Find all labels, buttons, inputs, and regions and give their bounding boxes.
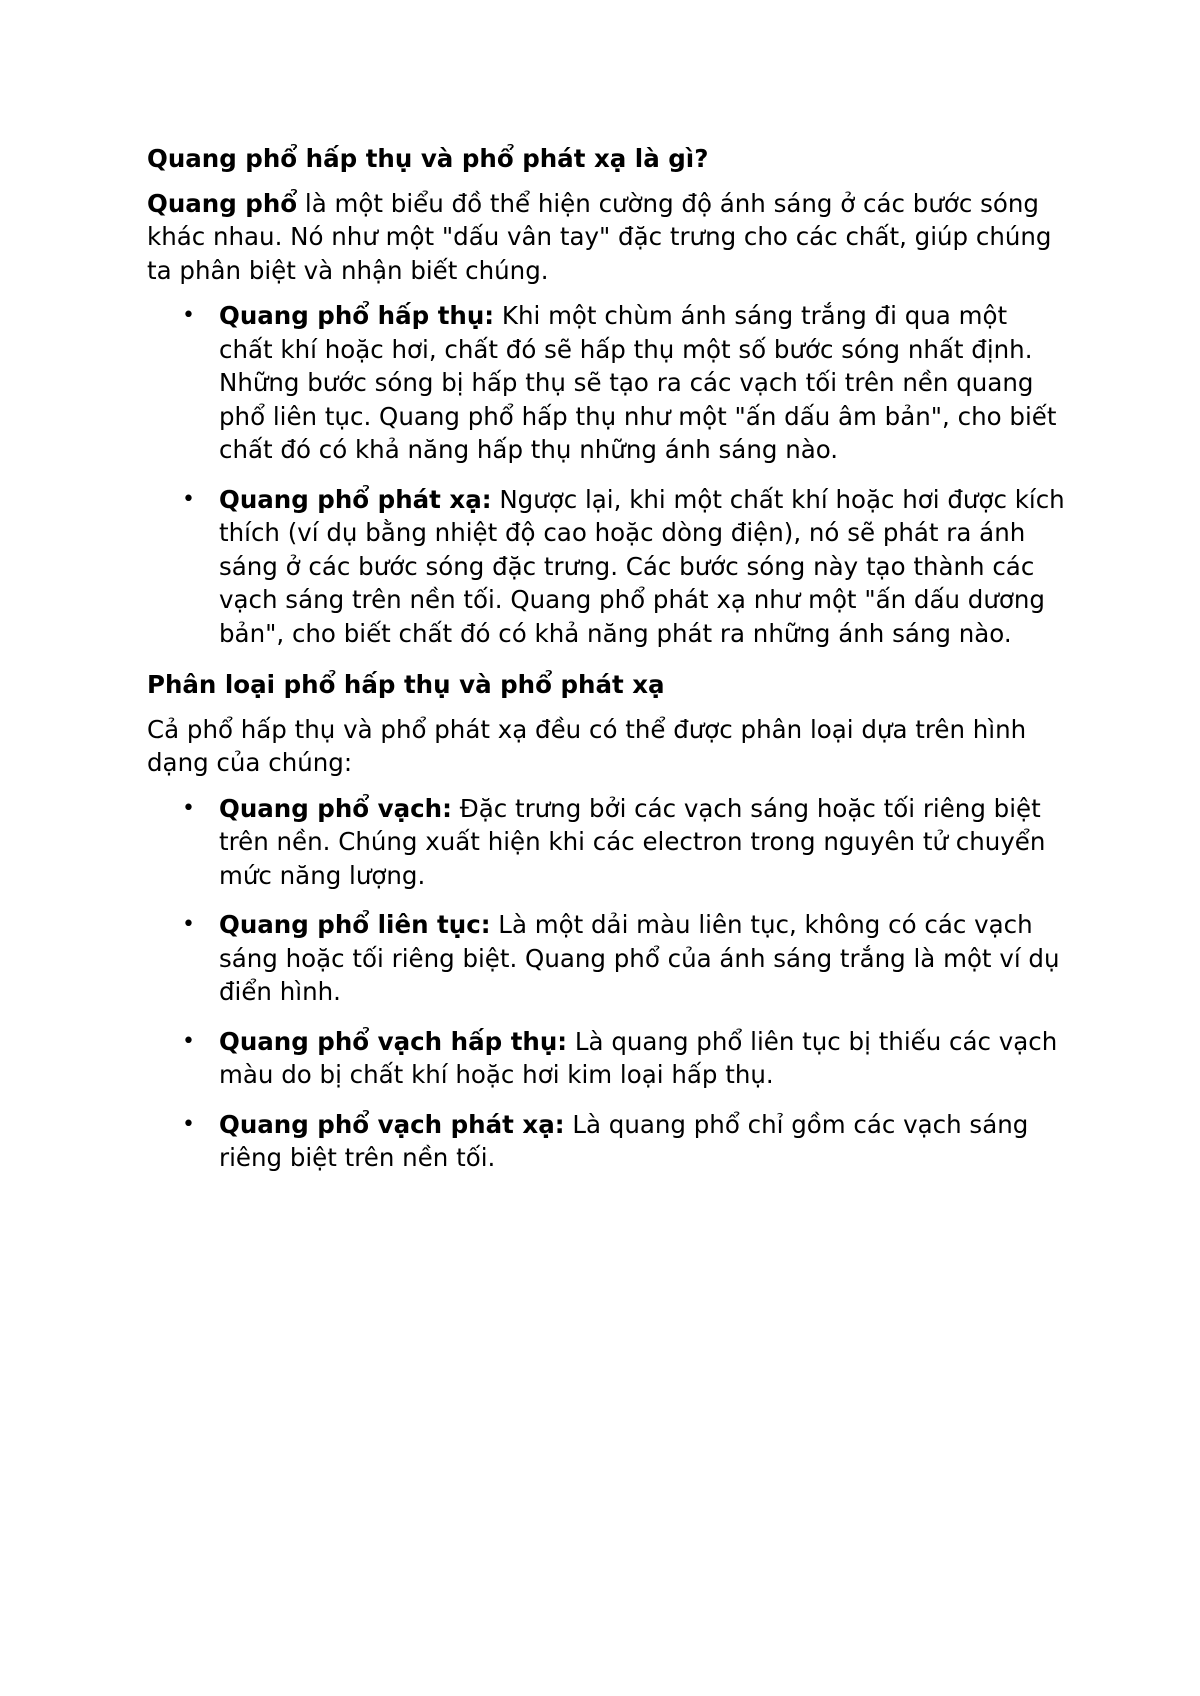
- bullet-icon: •: [182, 1111, 195, 1137]
- document-page: [147, 142, 1067, 1191]
- intro-term: Quang phổ: [147, 188, 298, 218]
- list-item-continuous-spectrum: [147, 908, 1067, 1009]
- spectrum-types-list: [147, 299, 1067, 650]
- list-item-term: Quang phổ liên tục:: [219, 910, 491, 939]
- bullet-icon: •: [182, 912, 195, 937]
- list-item-term: Quang phổ vạch:: [219, 793, 452, 823]
- bullet-icon: •: [182, 795, 195, 821]
- list-item-text: Là một dải màu liên tục, không có các vạch sáng hoặc tối riêng biệt. Quang phổ của ánh sáng trắng là một ví dụ điển hình.: [219, 910, 1060, 1006]
- list-item-term: Quang phổ hấp thụ:: [219, 301, 495, 330]
- list-item-text: Đặc trưng bởi các vạch sáng hoặc tối riêng biệt trên nền. Chúng xuất hiện khi các electron trong nguyên tử chuyển mức năng lượng.: [219, 793, 1046, 890]
- intro-paragraph: [147, 187, 1067, 288]
- list-item-line-spectrum: [147, 792, 1067, 893]
- section-heading-definition: Quang phổ hấp thụ và phổ phát xạ là gì?: [147, 144, 709, 173]
- bullet-icon: •: [182, 1028, 195, 1054]
- list-item-text: Khi một chùm ánh sáng trắng đi qua một chất khí hoặc hơi, chất đó sẽ hấp thụ một số bước sóng nhất định. Những bước sóng bị hấp thụ sẽ tạo ra các vạch tối trên nền quang phổ liên tục. Quang phổ hấp thụ như một "ấn dấu âm bản", cho biết chất đó có khả năng hấp thụ những ánh sáng nào.: [219, 301, 1057, 464]
- list-item-term: Quang phổ vạch hấp thụ:: [219, 1026, 568, 1056]
- list-item-emission-line-spectrum: [147, 1108, 1067, 1175]
- list-item-term: Quang phổ vạch phát xạ:: [219, 1109, 565, 1139]
- classification-paragraph: Cả phổ hấp thụ và phổ phát xạ đều có thể được phân loại dựa trên hình dạng của chúng:: [147, 714, 1027, 777]
- list-item-term: Quang phổ phát xạ:: [219, 484, 492, 514]
- intro-text: là một biểu đồ thể hiện cường độ ánh sáng ở các bước sóng khác nhau. Nó như một "dấu vân tay" đặc trưng cho các chất, giúp chúng ta phân biệt và nhận biết chúng.: [147, 188, 1052, 285]
- list-item-absorption-line-spectrum: [147, 1025, 1067, 1092]
- classification-list: [147, 792, 1067, 1175]
- list-item-text: Là quang phổ chỉ gồm các vạch sáng riêng biệt trên nền tối.: [219, 1109, 1029, 1172]
- section-heading-classification: Phân loại phổ hấp thụ và phổ phát xạ: [147, 670, 665, 699]
- bullet-icon: •: [182, 303, 195, 328]
- bullet-icon: •: [182, 486, 195, 512]
- list-item-text: Ngược lại, khi một chất khí hoặc hơi được kích thích (ví dụ bằng nhiệt độ cao hoặc dòng điện), nó sẽ phát ra ánh sáng ở các bước sóng đặc trưng. Các bước sóng này tạo thành các vạch sáng trên nền tối. Quang phổ phát xạ như một "ấn dấu dương bản", cho biết chất đó có khả năng phát ra những ánh sáng nào.: [219, 484, 1065, 648]
- list-item-emission: [147, 483, 1067, 651]
- list-item-absorption: [147, 299, 1067, 467]
- list-item-text: Là quang phổ liên tục bị thiếu các vạch màu do bị chất khí hoặc hơi kim loại hấp thụ.: [219, 1026, 1058, 1089]
